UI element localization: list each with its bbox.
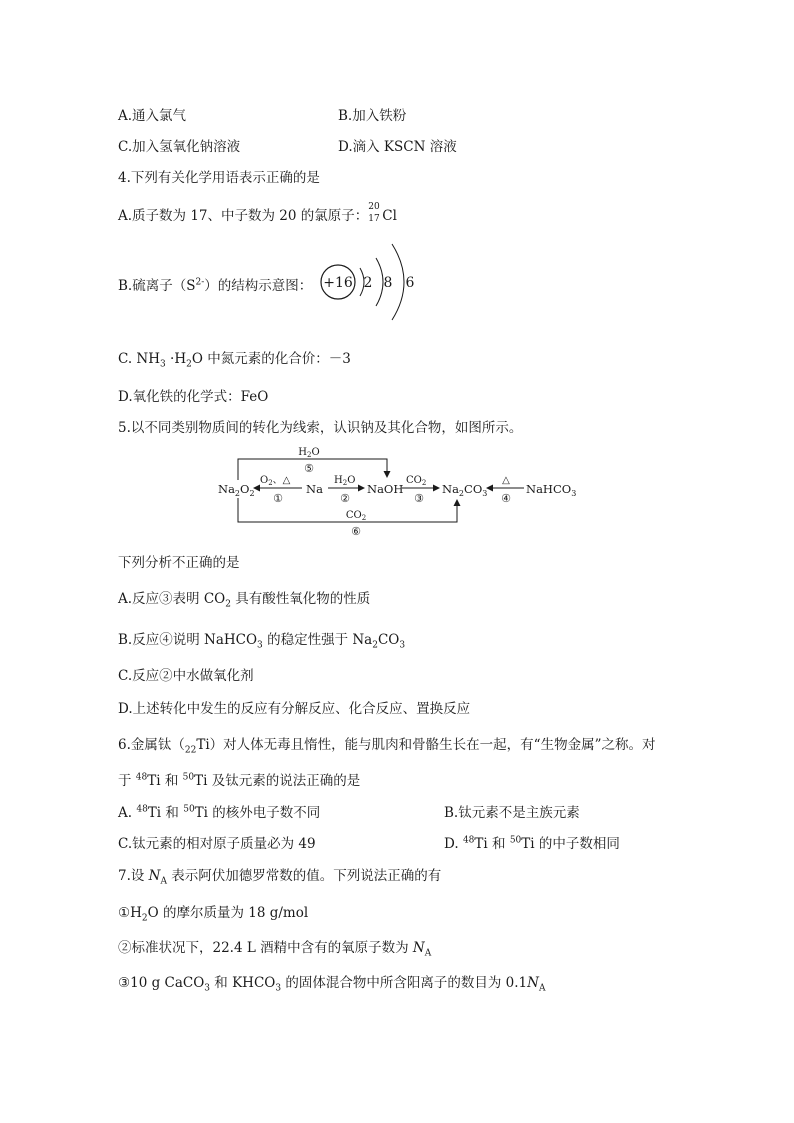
shell-3-electrons: 6	[405, 275, 415, 291]
question-4-option-d: D.氧化铁的化学式：FeO	[118, 389, 269, 405]
question-5-option-d: D.上述转化中发生的反应有分解反应、化合反应、置换反应	[118, 701, 471, 717]
electron-shell-3	[392, 244, 404, 320]
reagent-reaction-1: $O_2$、△	[260, 475, 291, 487]
question-7-statement-1: $①H_2O$ 的摩尔质量为 18 g/mol	[118, 905, 309, 924]
isotope-notation: 20 17	[368, 202, 380, 224]
condition-reaction-4: △	[502, 475, 510, 486]
compound-nahco3: NaHCO$_3$	[526, 482, 577, 498]
question-6-line-1: 6.金属钛$(_{22}Ti)$对人体无毒且惰性，能与肌肉和骨骼生长在一起，有“生物金属”之称。对	[118, 737, 656, 756]
electron-shell-2	[376, 258, 383, 306]
option-c: C.加入氢氧化钠溶液	[118, 139, 241, 155]
compound-na2o2: $Na_2O_2$	[218, 482, 255, 498]
question-5-option-b: B.反应④说明 NaHCO$_3$ 的稳定性强于 $Na_2CO_3$	[118, 632, 406, 651]
label-reaction-3: ③	[414, 492, 424, 505]
sulfide-ion-structure-diagram	[316, 236, 426, 328]
compound-na2co3: $Na_2CO_3$	[442, 482, 488, 498]
question-6-option-c: C.钛元素的相对原子质量必为 49	[118, 836, 316, 852]
compound-na: Na	[306, 482, 323, 496]
reagent-reaction-6: $CO_2$	[345, 510, 367, 522]
question-4-option-b: B.硫离子$(S^{2-})$的结构示意图：	[118, 277, 313, 294]
reagent-reaction-2: $H_2O$	[334, 475, 356, 487]
sodium-conversion-diagram	[212, 442, 584, 540]
label-reaction-4: ④	[501, 492, 511, 505]
reagent-reaction-3: $CO_2$	[406, 475, 427, 487]
label-reaction-2: ②	[340, 492, 350, 505]
shell-2-electrons: 8	[383, 275, 393, 291]
question-6-option-d: D. $^{48}$Ti 和 $^{50}$Ti 的中子数相同	[444, 835, 620, 852]
label-reaction-5: ⑤	[304, 462, 314, 475]
nucleus-charge: +16	[323, 275, 353, 291]
label-reaction-6: ⑥	[351, 525, 361, 538]
question-7-statement-3: ③10 g CaCO$_3$ 和 $KHCO_3$ 的固体混合物中所含阳离子的数目为 $0.1N_A$	[118, 975, 546, 994]
shell-1-electrons: 2	[363, 275, 373, 291]
question-4-option-c: C. $NH_3 \cdot H_2O$ 中氮元素的化合价：－3	[118, 351, 351, 370]
question-5-option-a: A.反应③表明 $CO_2$ 具有酸性氧化物的性质	[118, 591, 371, 610]
option-b: B.加入铁粉	[338, 108, 407, 124]
question-6-line-2: 于 $^{48}$Ti 和 $^{50}$Ti 及钛元素的说法正确的是	[118, 772, 361, 789]
question-7-statement-2: ②标准状况下，22.4 L 酒精中含有的氧原子数为 $N_A$	[118, 940, 432, 959]
question-5-option-c: C.反应②中水做氧化剂	[118, 668, 254, 684]
question-6-option-a: A. $^{48}$Ti 和 $^{50}$Ti 的核外电子数不同	[118, 804, 321, 821]
question-6-option-b: B.钛元素不是主族元素	[444, 805, 580, 821]
question-7-stem: 7.设 $N_A$ 表示阿伏加德罗常数的值。下列说法正确的有	[118, 868, 442, 887]
compound-naoh: NaOH	[367, 482, 404, 496]
question-5-stem: 5.以不同类别物质间的转化为线索，认识钠及其化合物，如图所示。	[118, 420, 523, 436]
option-d: D.滴入 KSCN 溶液	[338, 139, 457, 155]
reagent-reaction-5: $H_2O$	[298, 447, 320, 459]
question-4-stem: 4.下列有关化学用语表示正确的是	[118, 170, 320, 186]
option-a: A.通入氯气	[118, 108, 187, 124]
question-4-option-a: A.质子数为 17、中子数为 20 的氯原子： 20 17 Cl	[118, 202, 397, 224]
question-5-sub-stem: 下列分析不正确的是	[118, 555, 240, 571]
label-reaction-1: ①	[273, 492, 283, 505]
